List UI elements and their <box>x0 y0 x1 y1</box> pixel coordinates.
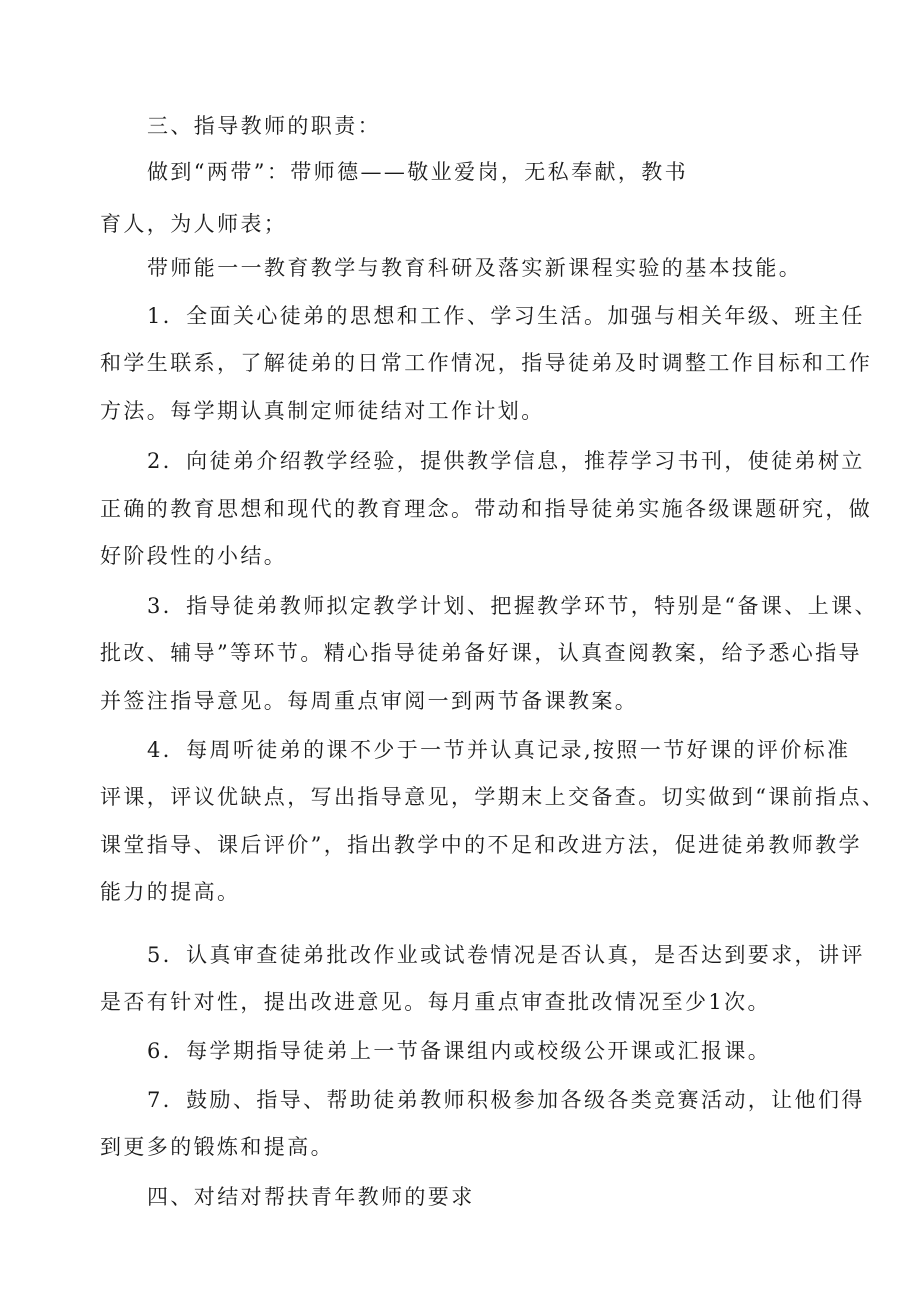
item-7-line: 到更多的锻炼和提高。 <box>100 1135 334 1159</box>
item-4-line: 能力的提高。 <box>100 880 241 904</box>
item-6-line: 6．每学期指导徒弟上一节备课组内或校级公开课或汇报课。 <box>147 1039 772 1063</box>
intro-paragraph-line: 做到“两带”：带师德——敬业爱岗，无私奉献，教书 <box>147 160 689 184</box>
item-2-line: 2．向徒弟介绍教学经验，提供教学信息，推荐学习书刊，使徒弟树立 <box>147 449 865 473</box>
item-1-line: 1．全面关心徒弟的思想和工作、学习生活。加强与相关年级、班主任 <box>147 304 865 328</box>
item-4-line: 课堂指导、课后评价”，指出教学中的不足和改进方法，促进徒弟教师教学 <box>100 833 862 857</box>
item-4-line: 4．每周听徒弟的课不少于一节并认真记录,按照一节好课的评价标准 <box>147 738 851 762</box>
item-4-line: 评课，评议优缺点，写出指导意见，学期末上交备查。切实做到“课前指点、 <box>100 785 886 809</box>
item-3-line: 批改、辅导”等环节。精心指导徒弟备好课，认真查阅教案，给予悉心指导 <box>100 641 862 665</box>
skill-paragraph-line: 带师能一一教育教学与教育科研及落实新课程实验的基本技能。 <box>147 256 803 280</box>
item-5-line: 5．认真审查徒弟批改作业或试卷情况是否认真，是否达到要求，讲评 <box>147 943 865 967</box>
item-5-line: 是否有针对性，提出改进意见。每月重点审查批改情况至少1次。 <box>100 990 771 1014</box>
section-heading-4: 四、对结对帮扶青年教师的要求 <box>147 1185 475 1209</box>
section-heading-3: 三、指导教师的职责： <box>147 114 381 138</box>
item-3-line: 并签注指导意见。每周重点审阅一到两节备课教案。 <box>100 689 639 713</box>
item-2-line: 正确的教育思想和现代的教育理念。带动和指导徒弟实施各级课题研究，做 <box>100 497 873 521</box>
item-1-line: 和学生联系，了解徒弟的日常工作情况，指导徒弟及时调整工作目标和工作 <box>100 351 873 375</box>
intro-paragraph-line: 育人，为人师表； <box>100 212 288 236</box>
item-3-line: 3．指导徒弟教师拟定教学计划、把握教学环节，特别是“备课、上课、 <box>147 594 878 618</box>
item-2-line: 好阶段性的小结。 <box>100 544 288 568</box>
item-1-line: 方法。每学期认真制定师徒结对工作计划。 <box>100 399 545 423</box>
item-7-line: 7．鼓励、指导、帮助徒弟教师积极参加各级各类竞赛活动，让他们得 <box>147 1088 865 1112</box>
